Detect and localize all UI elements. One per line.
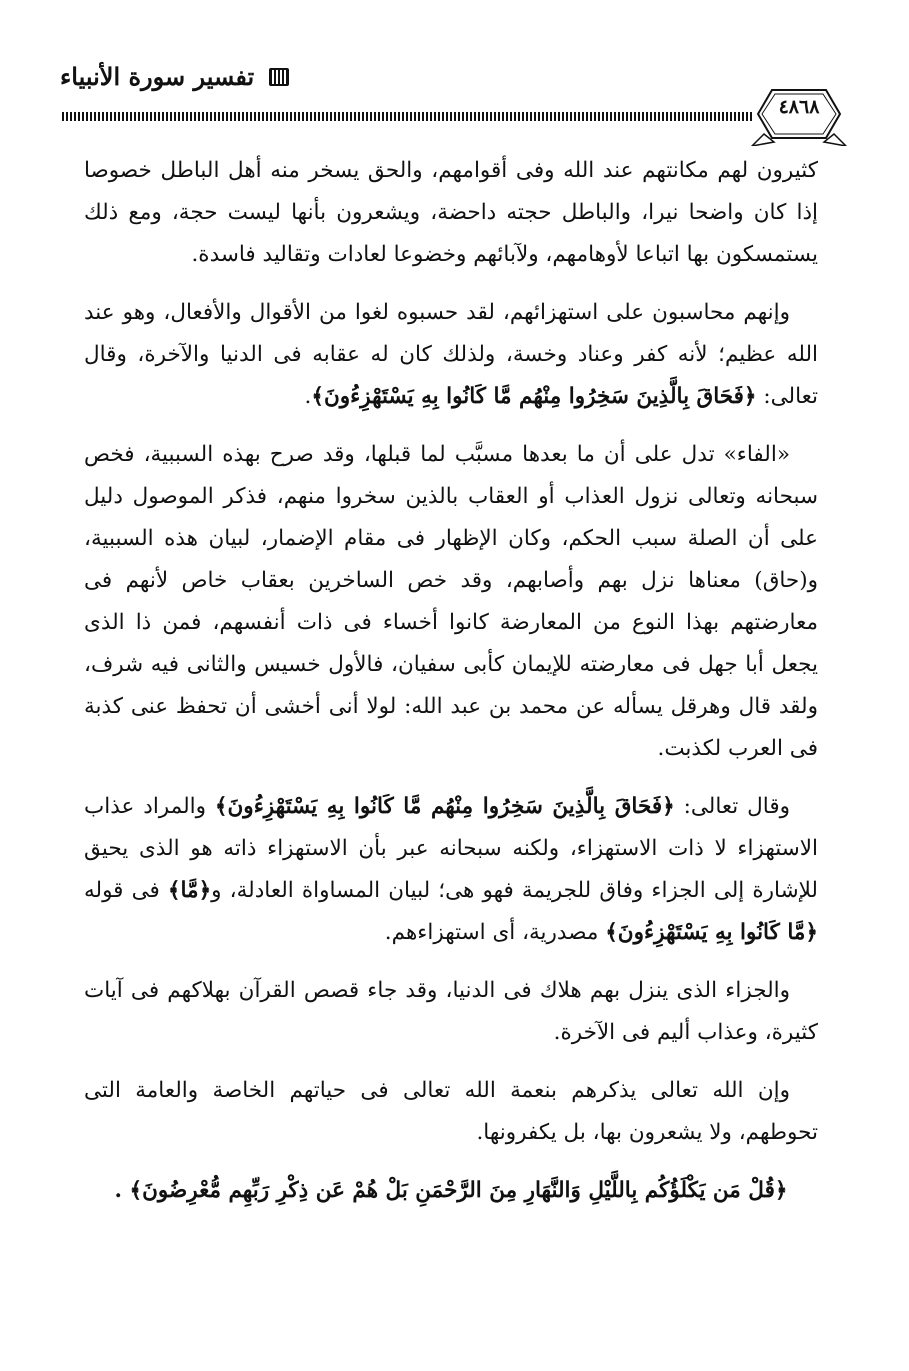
text-segment: «الفاء» تدل على أن ما بعدها مسبَّب لما قبلها، وقد صرح بهذه السببية، فخص سبحانه وتعالى نزول العذاب أو العقاب بالذين سخروا منهم، فذكر الموصول دليل على أن الصلة سبب الحكم، وكان الإظهار فى مقام الإضمار، لبيان هذه السببية، و(حاق) معناها نزل بهم وأصابهم، وقد خص الساخرين بعقاب خاص لأنهم فى معارضتهم بهذا النوع من المعارضة كانوا أخساء فى ذات أنفسهم، فمن ذا الذى يجعل أبا جهل فى معارضته للإيمان كأبى سفيان، فالأول خسيس والثانى فيه شرف، ولقد قال وهرقل يسأله عن محمد بن عبد الله: لولا أنى أخشى أن تحفظ عنى كذبة فى العرب لكذبت. xyxy=(84,442,818,761)
running-title xyxy=(60,62,292,91)
paragraph-1 xyxy=(84,150,818,276)
quran-verse: ﴿قُلْ مَن يَكْلَؤُكُم بِاللَّيْلِ وَالنَّهَارِ مِنَ الرَّحْمَنِ بَلْ هُمْ عَن ذِكْرِ رَبِّهِم مُّعْرِضُونَ﴾ xyxy=(129,1178,788,1203)
final-quran-verse xyxy=(84,1170,818,1212)
body-text xyxy=(84,150,818,1228)
quran-verse: ﴿فَحَاقَ بِالَّذِينَ سَخِرُوا مِنْهُم مَّا كَانُوا بِهِ يَسْتَهْزِءُونَ﴾ xyxy=(311,384,757,409)
page-header xyxy=(40,58,870,148)
paragraph-3 xyxy=(84,434,818,770)
paragraph-2 xyxy=(84,292,818,418)
text-segment: والجزاء الذى ينزل بهم هلاك فى الدنيا، وقد جاء قصص القرآن بهلاكهم فى آيات كثيرة، وعذاب أليم فى الآخرة. xyxy=(84,978,818,1045)
quran-verse: ﴿فَحَاقَ بِالَّذِينَ سَخِرُوا مِنْهُم مَّا كَانُوا بِهِ يَسْتَهْزِءُونَ﴾ xyxy=(214,794,675,819)
verse-tail: . xyxy=(114,1178,130,1203)
text-segment: وإن الله تعالى يذكرهم بنعمة الله تعالى فى حياتهم الخاصة والعامة التى تحوطهم، ولا يشعرون بها، بل يكفرونها. xyxy=(84,1078,818,1145)
text-segment: وإنهم محاسبون على استهزائهم، لقد حسبوه لغوا من الأقوال والأفعال، وهو عند الله عظيم؛ لأنه كفر وعناد وخسة، ولذلك كان له عقابه فى الدنيا والآخرة، وقال تعالى: xyxy=(84,300,818,409)
text-segment: والمراد عذاب الاستهزاء لا ذات الاستهزاء، ولكنه سبحانه عبر بأن الاستهزاء ذاته هو الذى يحيق للإشارة إلى الجزاء وفاق للجريمة فهو هى؛ لبيان المساواة العادلة، و xyxy=(84,794,818,903)
running-title-text: تفسير سورة الأنبياء xyxy=(60,62,255,91)
text-segment: فى قوله xyxy=(84,878,168,903)
paragraph-4 xyxy=(84,786,818,954)
text-segment: وقال تعالى: xyxy=(674,794,790,819)
text-segment: مصدرية، أى استهزاءهم. xyxy=(384,920,606,945)
quran-verse: ﴿مَّا كَانُوا بِهِ يَسْتَهْزِءُونَ﴾ xyxy=(605,920,818,945)
page-number: ٤٨٦٨ xyxy=(778,96,820,118)
text-segment: . xyxy=(304,384,312,409)
book-ornament-icon xyxy=(266,64,292,90)
paragraph-5 xyxy=(84,970,818,1054)
header-rule xyxy=(62,112,754,121)
paragraph-6 xyxy=(84,1070,818,1154)
text-segment: كثيرون لهم مكانتهم عند الله وفى أقوامهم، والحق يسخر منه أهل الباطل خصوصا إذا كان واضحا نيرا، والباطل حجته داحضة، ويشعرون بأنها ليست حجة، ومع ذلك يستمسكون بها اتباعا لأوهامهم، ولآبائهم وخضوعا لعادات وتقاليد فاسدة. xyxy=(84,158,818,267)
quran-word: ﴿مَّا﴾ xyxy=(167,878,212,903)
